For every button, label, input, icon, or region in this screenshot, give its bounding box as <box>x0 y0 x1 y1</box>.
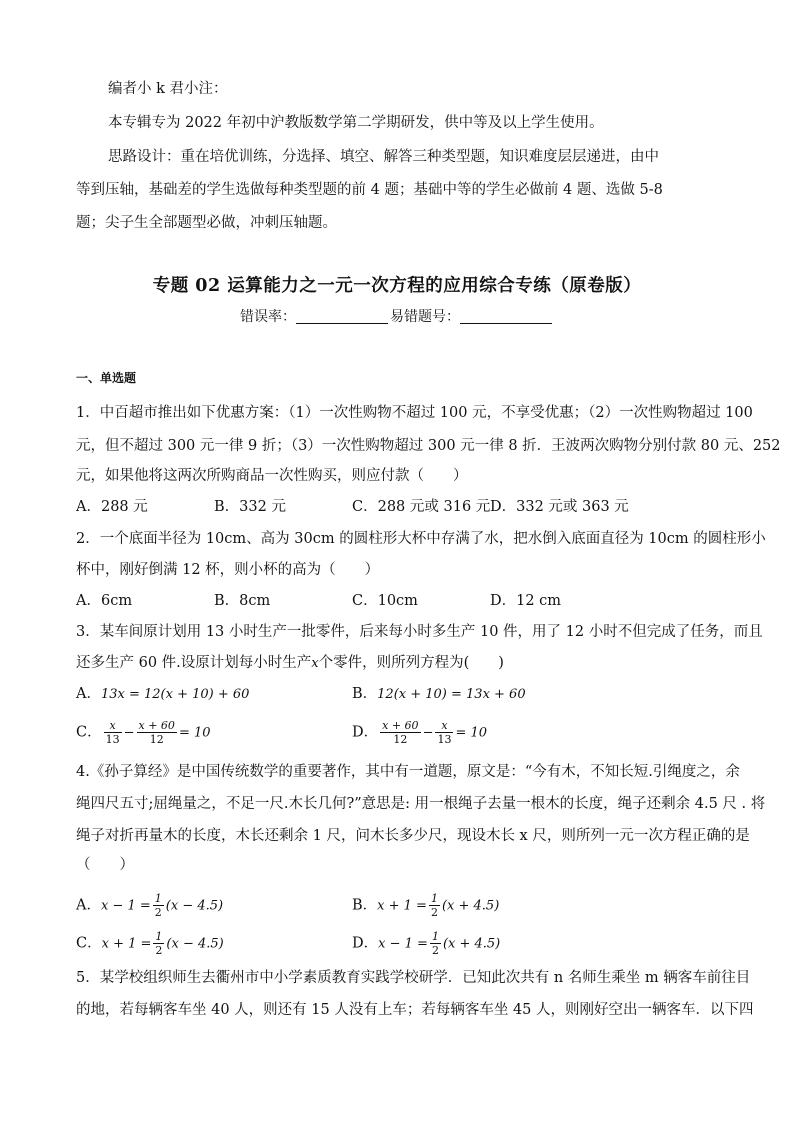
error-question-label: 易错题号： <box>390 309 460 325</box>
question-3-option-d[interactable]: D． $\frac{x + 60}{12}$ − $\frac{x}{13}$ = 10 <box>352 719 488 746</box>
question-4-line: 绳四尺五寸;屈绳量之，不足一尺.木长几何?”意思是: 用一根绳子去量一根木的长度，绳子还剩余 4.5 尺 . 将 <box>76 796 766 812</box>
intro-paragraph-line: 题；尖子生全部题型必做，冲刺压轴题。 <box>76 215 337 231</box>
section-heading: 一、单选题 <box>76 371 137 385</box>
intro-paragraph-line: 思路设计：重在培优训练，分选择、填空、解答三种类型题，知识难度层层递进，由中 <box>108 149 659 165</box>
fraction: $\frac{x + 60}{12}$ <box>382 719 419 746</box>
question-1-line: 元，如果他将这两次所购商品一次性购买，则应付款（ ） <box>76 468 468 484</box>
question-4-option-d[interactable]: D．x − 1 = $\frac{1}{2}$ (x + 4.5) <box>352 930 501 957</box>
fraction: $\frac{x}{13}$ <box>437 719 452 746</box>
question-3-line: 还多生产 60 件.设原计划每小时生产x个零件，则所列方程为( ) <box>76 655 504 671</box>
question-4-option-a[interactable]: A．x − 1 = $\frac{1}{2}$ (x − 4.5) <box>76 892 224 919</box>
fraction-one-half: $\frac{1}{2}$ <box>431 930 439 957</box>
fraction-one-half: $\frac{1}{2}$ <box>155 930 163 957</box>
question-1-option-c[interactable]: C．288 元或 316 元 <box>352 499 491 515</box>
error-question-blank[interactable] <box>460 309 552 324</box>
error-rate-label: 错误率： <box>240 309 296 325</box>
question-5-line: 5．某学校组织师生去衢州市中小学素质教育实践学校研学．已知此次共有 n 名师生乘坐 m 辆客车前往目 <box>76 970 751 986</box>
question-2-option-b[interactable]: B．8cm <box>214 593 271 609</box>
fraction: $\frac{x + 60}{12}$ <box>138 719 175 746</box>
intro-paragraph-line: 等到压轴，基础差的学生选做每种类型题的前 4 题；基础中等的学生必做前 4 题、选做 5-8 <box>76 182 663 198</box>
question-1-line: 1．中百超市推出如下优惠方案：（1）一次性购物不超过 100 元，不享受优惠；（2）一次性购物超过 100 <box>76 405 753 421</box>
question-4-option-c[interactable]: C．x + 1 = $\frac{1}{2}$ (x − 4.5) <box>76 930 224 957</box>
question-1-option-a[interactable]: A．288 元 <box>76 499 148 515</box>
document-title: 专题 02 运算能力之一元一次方程的应用综合专练（原卷版） <box>152 276 642 296</box>
question-4-line: 绳子对折再量木的长度，木长还剩余 1 尺，问木长多少尺，现设木长 x 尺，则所列一元一次方程正确的是 <box>76 828 750 844</box>
question-3-option-a[interactable]: A．13x = 12(x + 10) + 60 <box>76 686 250 702</box>
question-5-line: 的地，若每辆客车坐 40 人，则还有 15 人没有上车；若每辆客车坐 45 人，则刚好空出一辆客车．以下四 <box>76 1002 754 1018</box>
question-4-line: 4.《孙子算经》是中国传统数学的重要著作，其中有一道题，原文是：“今有木，不知长短.引绳度之，余 <box>76 764 740 780</box>
question-3-option-b[interactable]: B．12(x + 10) = 13x + 60 <box>352 686 526 702</box>
question-2-option-d[interactable]: D．12 cm <box>490 593 562 609</box>
editor-note-title: 编者小 k 君小注： <box>108 81 228 97</box>
question-3-line: 3．某车间原计划用 13 小时生产一批零件，后来每小时多生产 10 件，用了 12 小时不但完成了任务，而且 <box>76 624 763 640</box>
fraction: $\frac{x}{13}$ <box>105 719 120 746</box>
question-4-option-b[interactable]: B．x + 1 = $\frac{1}{2}$ (x + 4.5) <box>352 892 500 919</box>
question-2-option-c[interactable]: C．10cm <box>352 593 418 609</box>
question-2-option-a[interactable]: A．6cm <box>76 593 133 609</box>
question-3-option-c[interactable]: C． $\frac{x}{13}$ − $\frac{x + 60}{12}$ = 10 <box>76 719 211 746</box>
question-1-line: 元，但不超过 300 元一律 9 折；（3）一次性购物超过 300 元一律 8 折．王波两次购物分别付款 80 元、252 <box>76 438 781 454</box>
question-4-line: （ ） <box>76 857 134 873</box>
question-2-line: 杯中，刚好倒满 12 杯，则小杯的高为（ ） <box>76 562 380 578</box>
fraction-one-half: $\frac{1}{2}$ <box>154 892 162 919</box>
question-2-line: 2．一个底面半径为 10cm、高为 30cm 的圆柱形大杯中存满了水，把水倒入底面直径为 10cm 的圆柱形小 <box>76 531 766 547</box>
error-rate-blank[interactable] <box>296 309 388 324</box>
question-1-option-d[interactable]: D．332 元或 363 元 <box>490 499 629 515</box>
intro-paragraph-line: 本专辑专为 2022 年初中沪教版数学第二学期研发，供中等及以上学生使用。 <box>108 115 604 131</box>
fraction-one-half: $\frac{1}{2}$ <box>430 892 438 919</box>
question-1-option-b[interactable]: B．332 元 <box>214 499 286 515</box>
variable-x: x <box>311 656 319 671</box>
error-rate-line <box>0 306 794 326</box>
